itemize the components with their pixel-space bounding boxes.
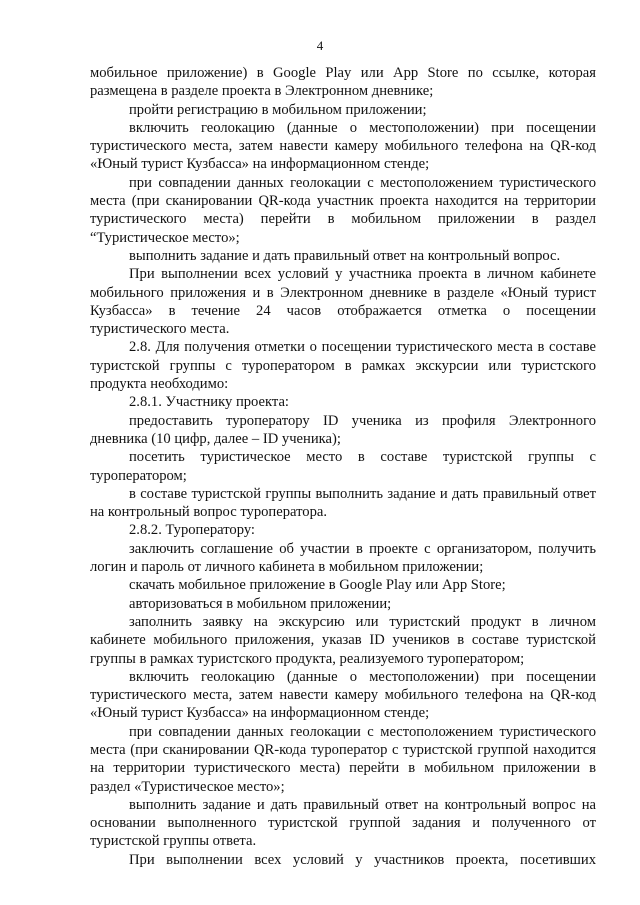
paragraph: авторизоваться в мобильном приложении; — [129, 595, 392, 612]
paragraph: выполнить задание и дать правильный ответ на контрольный вопрос на основании выполненного туристской группой задания и полученного от туристской группы ответа. — [90, 796, 596, 850]
paragraph: включить геолокацию (данные о местоположении) при посещении туристического места, затем навести камеру мобильного телефона на QR-код «Юный турист Кузбасса» на информационном стенде; — [90, 119, 596, 173]
paragraph: заполнить заявку на экскурсию или туристский продукт в личном кабинете мобильного приложения, указав ID учеников в составе туристской группы в рамках туристского продукта, реализуемого туроператором; — [90, 613, 596, 667]
paragraph: выполнить задание и дать правильный ответ на контрольный вопрос. — [129, 247, 561, 264]
paragraph: 2.8. Для получения отметки о посещении туристического места в составе туристской группы с туроператором в рамках экскурсии или туристского продукта необходимо: — [90, 339, 596, 393]
paragraph: в составе туристской группы выполнить задание и дать правильный ответ на контрольный вопрос туроператора. — [90, 485, 596, 521]
paragraph: 2.8.1. Участнику проекта: — [129, 394, 289, 411]
paragraph: При выполнении всех условий у участника проекта в личном кабинете мобильного приложения и в Электронном дневнике в разделе «Юный турист Кузбасса» в течение 24 часов отображается отметка о посещении туристического места. — [90, 266, 596, 338]
paragraph: мобильное приложение) в Google Play или App Store по ссылке, которая размещена в разделе проекта в Электронном дневнике; — [90, 65, 596, 100]
paragraph: при совпадении данных геолокации с местоположением туристического места (при сканировании QR-кода участник проекта находится на территории туристического места) перейти в мобильном приложении в раздел “Туристическое место»; — [90, 174, 596, 246]
paragraph: посетить туристическое место в составе туристской группы с туроператором; — [90, 449, 596, 484]
paragraph: предоставить туроператору ID ученика из профиля Электронного дневника (10 цифр, далее – ID ученика); — [90, 412, 596, 447]
page-number: 4 — [316, 38, 324, 53]
paragraph: при совпадении данных геолокации с местоположением туристического места (при сканировании QR-кода туроператор с туристской группой находится на территории туристического места) перейти в мобильном приложении в раздел «Туристическое место»; — [90, 723, 596, 795]
paragraph: пройти регистрацию в мобильном приложении; — [129, 101, 427, 118]
paragraph: включить геолокацию (данные о местоположении) при посещении туристического места, затем навести камеру мобильного телефона на QR-код «Юный турист Кузбасса» на информационном стенде; — [90, 668, 596, 722]
paragraph: 2.8.2. Туроператору: — [129, 522, 255, 539]
paragraph: заключить соглашение об участии в проекте с организатором, получить логин и пароль от личного кабинета в мобильном приложении; — [90, 540, 596, 576]
paragraph: скачать мобильное приложение в Google Play или App Store; — [129, 577, 506, 594]
paragraph: При выполнении всех условий у участников проекта, посетивших — [129, 851, 596, 868]
document-body — [90, 64, 596, 869]
